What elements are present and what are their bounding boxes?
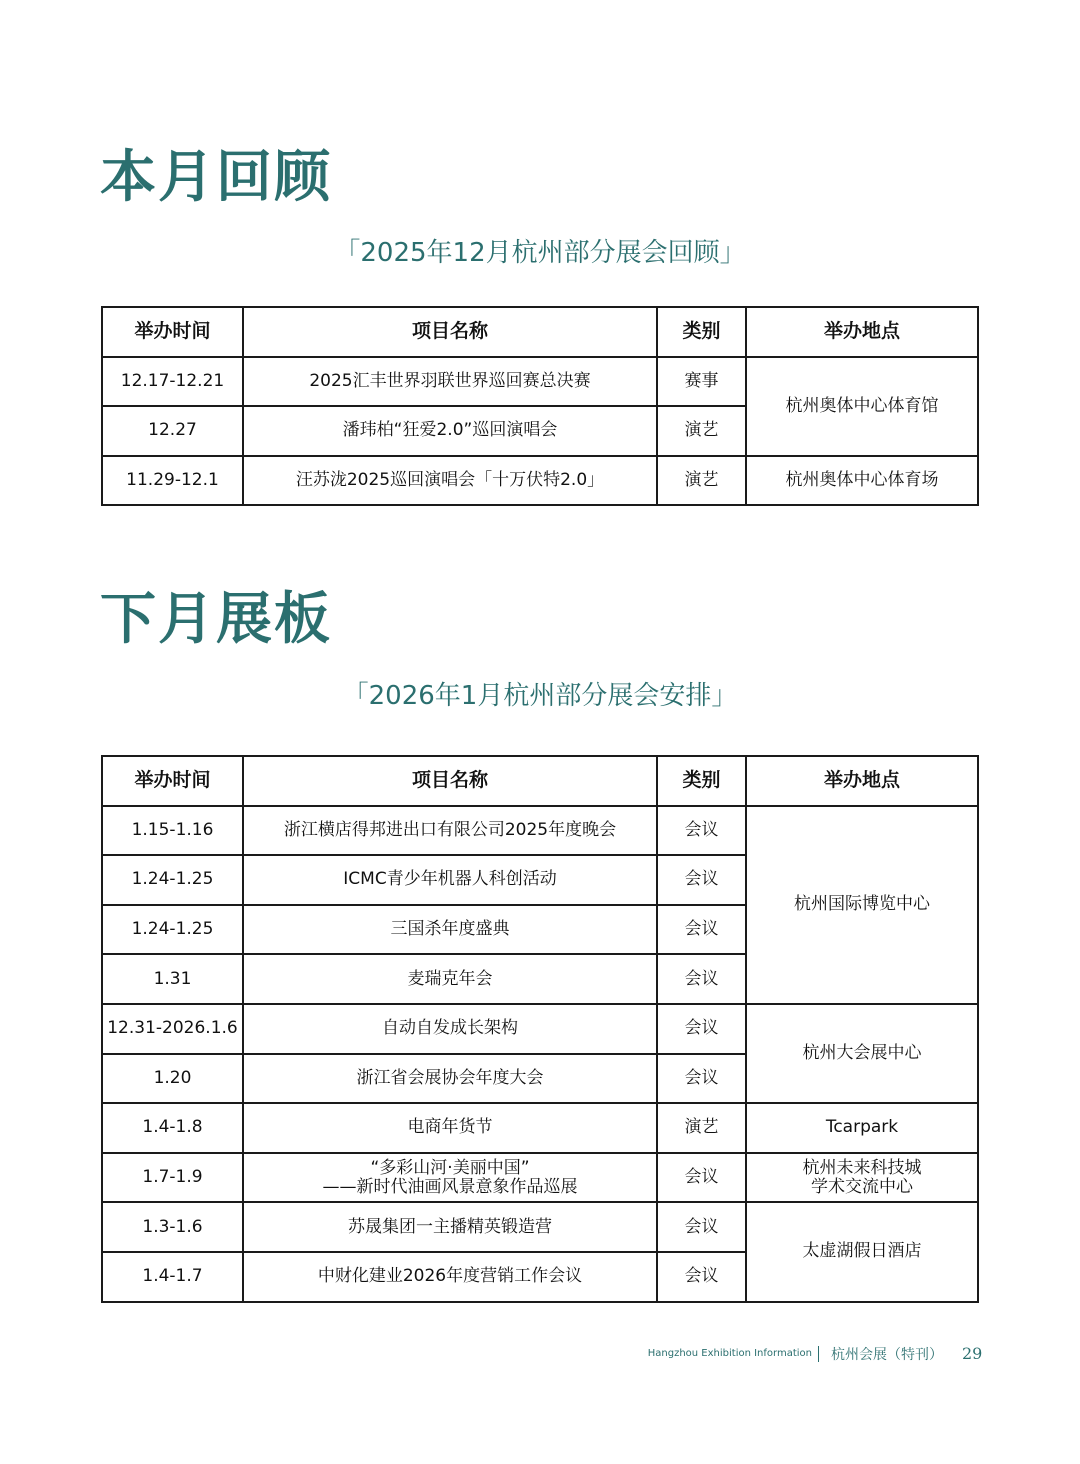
- event-category: 会议: [657, 1004, 746, 1054]
- event-name: 潘玮柏“狂爱2.0”巡回演唱会: [243, 406, 657, 456]
- event-name: 中财化建业2026年度营销工作会议: [243, 1252, 657, 1302]
- event-time: 11.29-12.1: [102, 456, 243, 506]
- event-category: 会议: [657, 855, 746, 905]
- event-name: 2025汇丰世界羽联世界巡回赛总决赛: [243, 357, 657, 407]
- event-venue: 太虚湖假日酒店: [746, 1202, 978, 1301]
- event-time: 1.24-1.25: [102, 855, 243, 905]
- page-number: 29: [962, 1344, 983, 1363]
- event-venue-line1: 杭州未来科技城: [802, 1157, 922, 1178]
- footer-divider: [818, 1346, 819, 1362]
- event-name: 自动自发成长架构: [243, 1004, 657, 1054]
- event-time: 1.31: [102, 954, 243, 1004]
- event-category: 会议: [657, 954, 746, 1004]
- event-time: 1.4-1.8: [102, 1103, 243, 1153]
- event-time: 1.4-1.7: [102, 1252, 243, 1302]
- review-section-title: 本月回顾: [100, 145, 332, 210]
- header-venue: 举办地点: [746, 756, 978, 806]
- event-name: ICMC青少年机器人科创活动: [243, 855, 657, 905]
- event-time: 12.27: [102, 406, 243, 456]
- review-table: [101, 306, 979, 506]
- event-category: 演艺: [657, 1103, 746, 1153]
- event-category: 演艺: [657, 406, 746, 456]
- footer-english-title: Hangzhou Exhibition Information: [647, 1348, 812, 1359]
- header-time: 举办时间: [102, 756, 243, 806]
- event-venue-line2: 学术交流中心: [811, 1176, 913, 1197]
- event-time: 1.20: [102, 1054, 243, 1104]
- event-category: 演艺: [657, 456, 746, 506]
- event-venue: 杭州大会展中心: [746, 1004, 978, 1103]
- table-row: [102, 357, 978, 407]
- table-row: [102, 1202, 978, 1252]
- event-category: 会议: [657, 1252, 746, 1302]
- table-header-row: [102, 307, 978, 357]
- header-name: 项目名称: [243, 756, 657, 806]
- event-venue: [746, 1153, 978, 1203]
- table-header-row: [102, 756, 978, 806]
- event-name: 苏晟集团一主播精英锻造营: [243, 1202, 657, 1252]
- event-time: 12.31-2026.1.6: [102, 1004, 243, 1054]
- event-category: 会议: [657, 1153, 746, 1203]
- event-venue: 杭州奥体中心体育馆: [746, 357, 978, 456]
- page-footer: [0, 1344, 1080, 1366]
- event-time: 1.3-1.6: [102, 1202, 243, 1252]
- event-venue: 杭州国际博览中心: [746, 806, 978, 1004]
- table-row: [102, 1103, 978, 1153]
- event-name: 电商年货节: [243, 1103, 657, 1153]
- event-time: 1.15-1.16: [102, 806, 243, 856]
- event-name: 浙江横店得邦进出口有限公司2025年度晚会: [243, 806, 657, 856]
- footer-chinese-title: 杭州会展（特刊）: [831, 1347, 943, 1363]
- preview-section-title: 下月展板: [100, 587, 332, 652]
- header-name: 项目名称: [243, 307, 657, 357]
- preview-subtitle: 「2026年1月杭州部分展会安排」: [342, 681, 738, 711]
- event-time: 12.17-12.21: [102, 357, 243, 407]
- table-row: [102, 806, 978, 856]
- event-name-line2: ——新时代油画风景意象作品巡展: [322, 1176, 578, 1197]
- event-category: 会议: [657, 806, 746, 856]
- preview-table: [101, 755, 979, 1303]
- header-category: 类别: [657, 756, 746, 806]
- event-name: [243, 1153, 657, 1203]
- event-venue: Tcarpark: [746, 1103, 978, 1153]
- event-venue: 杭州奥体中心体育场: [746, 456, 978, 506]
- event-name: 麦瑞克年会: [243, 954, 657, 1004]
- event-name: 浙江省会展协会年度大会: [243, 1054, 657, 1104]
- event-time: 1.24-1.25: [102, 905, 243, 955]
- table-row: [102, 456, 978, 506]
- header-category: 类别: [657, 307, 746, 357]
- table-row: [102, 1004, 978, 1054]
- event-name: 三国杀年度盛典: [243, 905, 657, 955]
- header-venue: 举办地点: [746, 307, 978, 357]
- table-row: [102, 1153, 978, 1203]
- event-category: 会议: [657, 1054, 746, 1104]
- event-category: 赛事: [657, 357, 746, 407]
- review-subtitle: 「2025年12月杭州部分展会回顾」: [334, 238, 746, 268]
- event-category: 会议: [657, 905, 746, 955]
- event-name: 汪苏泷2025巡回演唱会「十万伏特2.0」: [243, 456, 657, 506]
- event-name-line1: “多彩山河·美丽中国”: [370, 1157, 530, 1178]
- event-time: 1.7-1.9: [102, 1153, 243, 1203]
- header-time: 举办时间: [102, 307, 243, 357]
- event-category: 会议: [657, 1202, 746, 1252]
